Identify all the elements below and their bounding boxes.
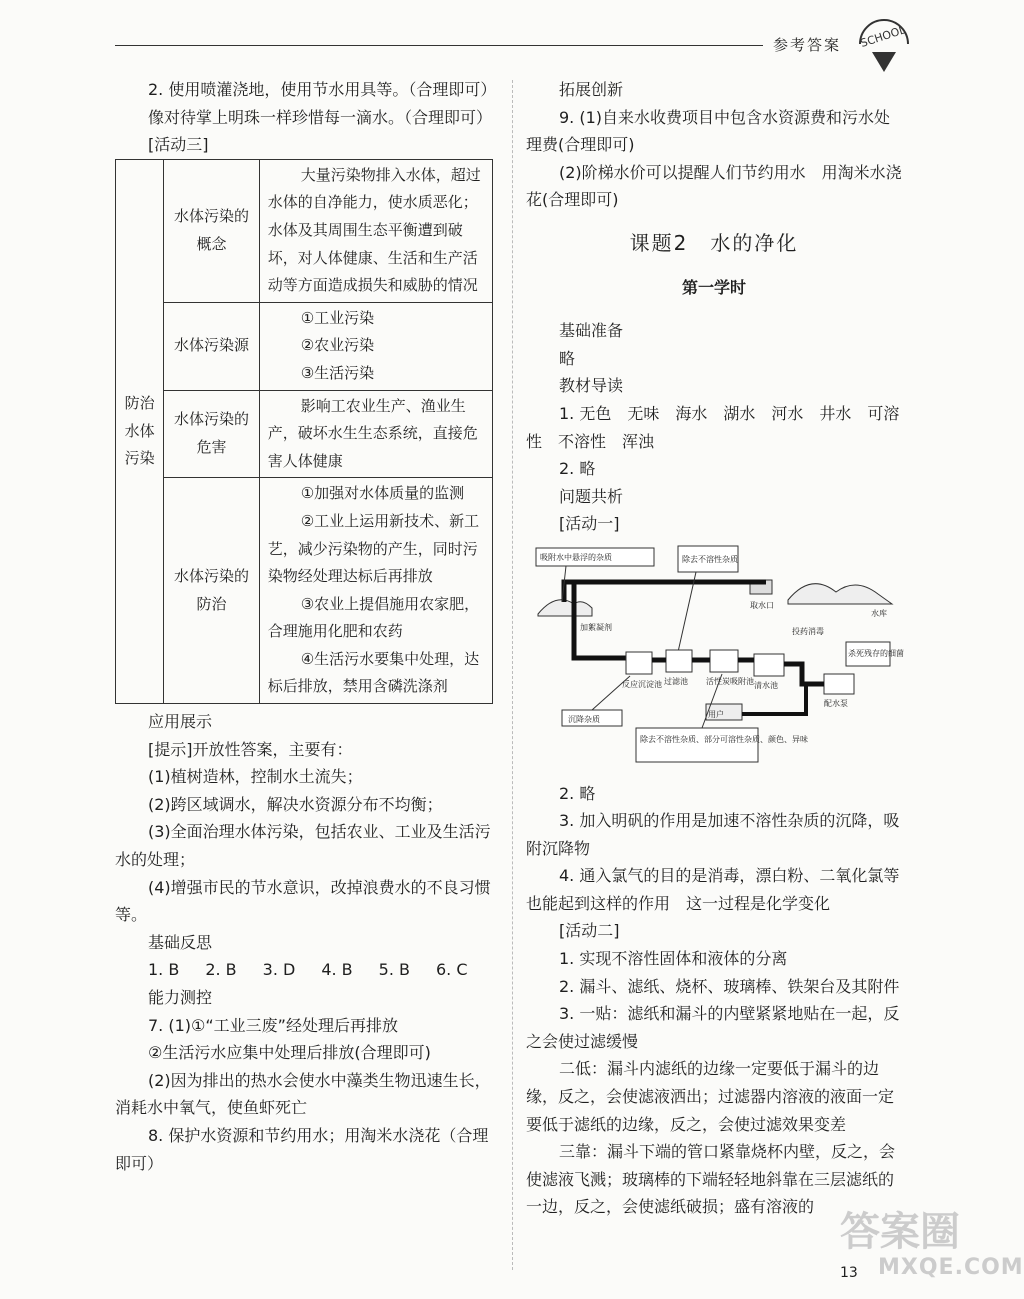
answer-2: 2. 略	[559, 783, 596, 803]
read-1: 1. 无色 无味 海水 湖水 河水 井水 可溶性 不溶性 浑浊	[526, 403, 900, 451]
watermark-site: MXQE.COM	[878, 1255, 1024, 1280]
answer-item: 6. C	[435, 960, 468, 980]
row-content	[259, 478, 492, 704]
label-reservoir: 水库	[871, 608, 887, 618]
answer-item: 5. B	[378, 960, 410, 980]
tank-pump	[824, 674, 854, 694]
row-line: ②工业上运用新技术、新工艺，减少污染物的产生，同时污染物经处理达标后再排放	[267, 511, 480, 586]
row-line: ④生活污水要集中处理，达标后排放，禁用含磷洗涤剂	[267, 649, 480, 696]
label-carbon: 活性炭吸附池	[706, 676, 754, 686]
tank-filter	[666, 650, 692, 672]
row-line: ③农业上提倡施用农家肥，合理施用化肥和农药	[267, 594, 480, 641]
row-label: 水体污染的危害	[164, 390, 260, 478]
section-read-title: 教材导读	[559, 376, 624, 396]
b-4: 二低：漏斗内滤纸的边缘一定要低于漏斗的边缘，反之，会使滤液洒出；过滤器内溶液的液面一定要低于滤纸的边缘，反之，会使过滤效果变差	[526, 1059, 895, 1134]
water-treatment-diagram	[526, 542, 904, 767]
row-line: 大量污染物排入水体，超过水体的自净能力，使水质恶化；水体及其周围生态平衡遭到破坏，对人体健康、生活和生产活动等方面造成损失和威胁的情况	[267, 165, 481, 295]
q8: 8. 保护水资源和节约用水；用淘米水浇花（合理即可）	[115, 1125, 489, 1173]
label-clear: 清水池	[754, 680, 778, 690]
row-line: ①加强对水体质量的监测	[300, 484, 465, 503]
logo-text: SCHOOL	[858, 23, 907, 51]
right-column	[526, 76, 902, 1221]
section-basic-title: 基础反思	[148, 932, 213, 952]
activity-3-label: [活动三]	[148, 135, 209, 155]
table-group-label: 防治水体污染	[116, 159, 164, 703]
row-content	[259, 302, 492, 390]
b-5: 三靠：漏斗下端的管口紧靠烧杯内壁，反之，会使滤液飞溅；玻璃棒的下端轻轻地斜靠在三层滤纸的一边，反之，会使滤纸破损；盛有溶液的	[526, 1142, 896, 1217]
para-2: 像对待掌上明珠一样珍惜每一滴水。（合理即可）	[148, 107, 493, 127]
activity-1-label: [活动一]	[559, 514, 620, 534]
row-label: 水体污染源	[164, 302, 260, 390]
label-coag: 加絮凝剂	[580, 622, 612, 632]
row-line: ①工业污染	[300, 308, 375, 327]
prep-answer: 略	[559, 348, 576, 368]
hint-1: (1)植树造林，控制水土流失；	[148, 767, 363, 787]
tank-carbon	[710, 650, 738, 672]
section-ability-title: 能力测控	[148, 988, 213, 1007]
mountain-icon	[538, 600, 592, 616]
header-title: 参考答案	[773, 36, 842, 54]
label-absorb: 吸附水中悬浮的杂质	[540, 552, 612, 562]
header-rule	[115, 45, 763, 46]
row-line: 影响工农业生产、渔业生产，破坏水生生态系统，直接危害人体健康	[267, 396, 478, 470]
activity-2-label: [活动二]	[559, 921, 620, 941]
section-prep-title: 基础准备	[559, 321, 624, 341]
para-1: 2. 使用喷灌浇地，使用节水用具等。（合理即可）	[148, 80, 497, 99]
table-row	[116, 302, 493, 390]
answer-item: 2. B	[205, 960, 237, 980]
row-label: 水体污染的防治	[164, 478, 260, 704]
row-line: ③生活污染	[300, 363, 375, 382]
left-column	[115, 76, 497, 1177]
row-label: 水体污染的概念	[164, 159, 260, 302]
b-3: 3. 一贴：滤纸和漏斗的内壁紧紧地贴在一起，反之会使过滤缓慢	[526, 1004, 900, 1051]
answer-item: 3. D	[262, 960, 296, 980]
label-pump: 配水泵	[824, 698, 848, 708]
hint: [提示]开放性答案，主要有：	[148, 739, 353, 759]
label-intake: 取水口	[750, 600, 774, 610]
q7-3: (2)因为排出的热水会使水中藻类生物迅速生长，消耗水中氧气，使鱼虾死亡	[115, 1070, 491, 1118]
hint-3: (3)全面治理水体污染，包括农业、工业及生活污水的处理；	[115, 822, 491, 870]
pipe	[564, 582, 766, 658]
watermark-logo: 答案圈	[840, 1209, 960, 1255]
hint-2: (2)跨区域调水，解决水资源分布不均衡；	[148, 794, 443, 814]
lesson-subtitle: 第一学时	[681, 277, 746, 297]
b-1: 1. 实现不溶性固体和液体的分离	[559, 949, 788, 969]
label-remove: 除去不溶性杂质	[682, 554, 738, 564]
q7-1: 7. (1)①“工业三废”经处理后再排放	[148, 1015, 398, 1035]
answer-row	[115, 956, 493, 984]
label-disinfect: 投药消毒	[792, 626, 824, 636]
answer-item: 1. B	[148, 960, 180, 980]
answer-4: 4. 通入氯气的目的是消毒，漂白粉、二氧化氯等也能起到这样的作用 这一过程是化学变化	[526, 866, 900, 913]
table-row	[116, 159, 493, 302]
hint-4: (4)增强市民的节水意识，改掉浪费水的不良习惯等。	[115, 877, 491, 925]
pollution-table	[115, 159, 493, 704]
read-2: 2. 略	[559, 459, 596, 479]
row-content	[259, 159, 492, 302]
table-row	[116, 478, 493, 704]
school-logo-icon	[852, 14, 916, 78]
q9-2: (2)阶梯水价可以提醒人们节约用水 用淘米水浇花(合理即可)	[526, 162, 902, 210]
arrow	[592, 676, 630, 710]
label-user: 用户	[708, 709, 724, 719]
page-number: 13	[840, 1265, 858, 1281]
answer-3: 3. 加入明矾的作用是加速不溶性杂质的沉降，吸附沉降物	[526, 811, 900, 858]
column-divider	[512, 80, 513, 1270]
label-settle: 沉降杂质	[568, 714, 600, 724]
lesson-title: 课题2 水的净化	[629, 230, 799, 255]
tank-clear	[754, 654, 784, 676]
tank-sed	[626, 652, 652, 674]
table-row	[116, 390, 493, 478]
label-box	[636, 728, 758, 762]
label-filter: 过滤池	[664, 676, 688, 686]
q7-2: ②生活污水应集中处理后排放(合理即可)	[148, 1043, 431, 1063]
section-app-title: 应用展示	[148, 712, 213, 732]
section-ext-title: 拓展创新	[559, 80, 624, 99]
label-kill: 杀死残存的细菌	[848, 648, 904, 658]
label-sed: 反应沉淀池	[622, 679, 662, 689]
reservoir-icon	[788, 584, 892, 604]
label-note: 除去不溶性杂质、部分可溶性杂质、颜色、异味	[640, 734, 808, 744]
section-problem-title: 问题共析	[559, 486, 624, 506]
q9-1: 9. (1)自来水收费项目中包含水资源费和污水处理费(合理即可)	[526, 107, 891, 155]
b-2: 2. 漏斗、滤纸、烧杯、玻璃棒、铁架台及其附件	[559, 976, 900, 996]
row-content	[259, 390, 492, 478]
answer-item: 4. B	[321, 960, 353, 980]
row-line: ②农业污染	[300, 336, 375, 355]
